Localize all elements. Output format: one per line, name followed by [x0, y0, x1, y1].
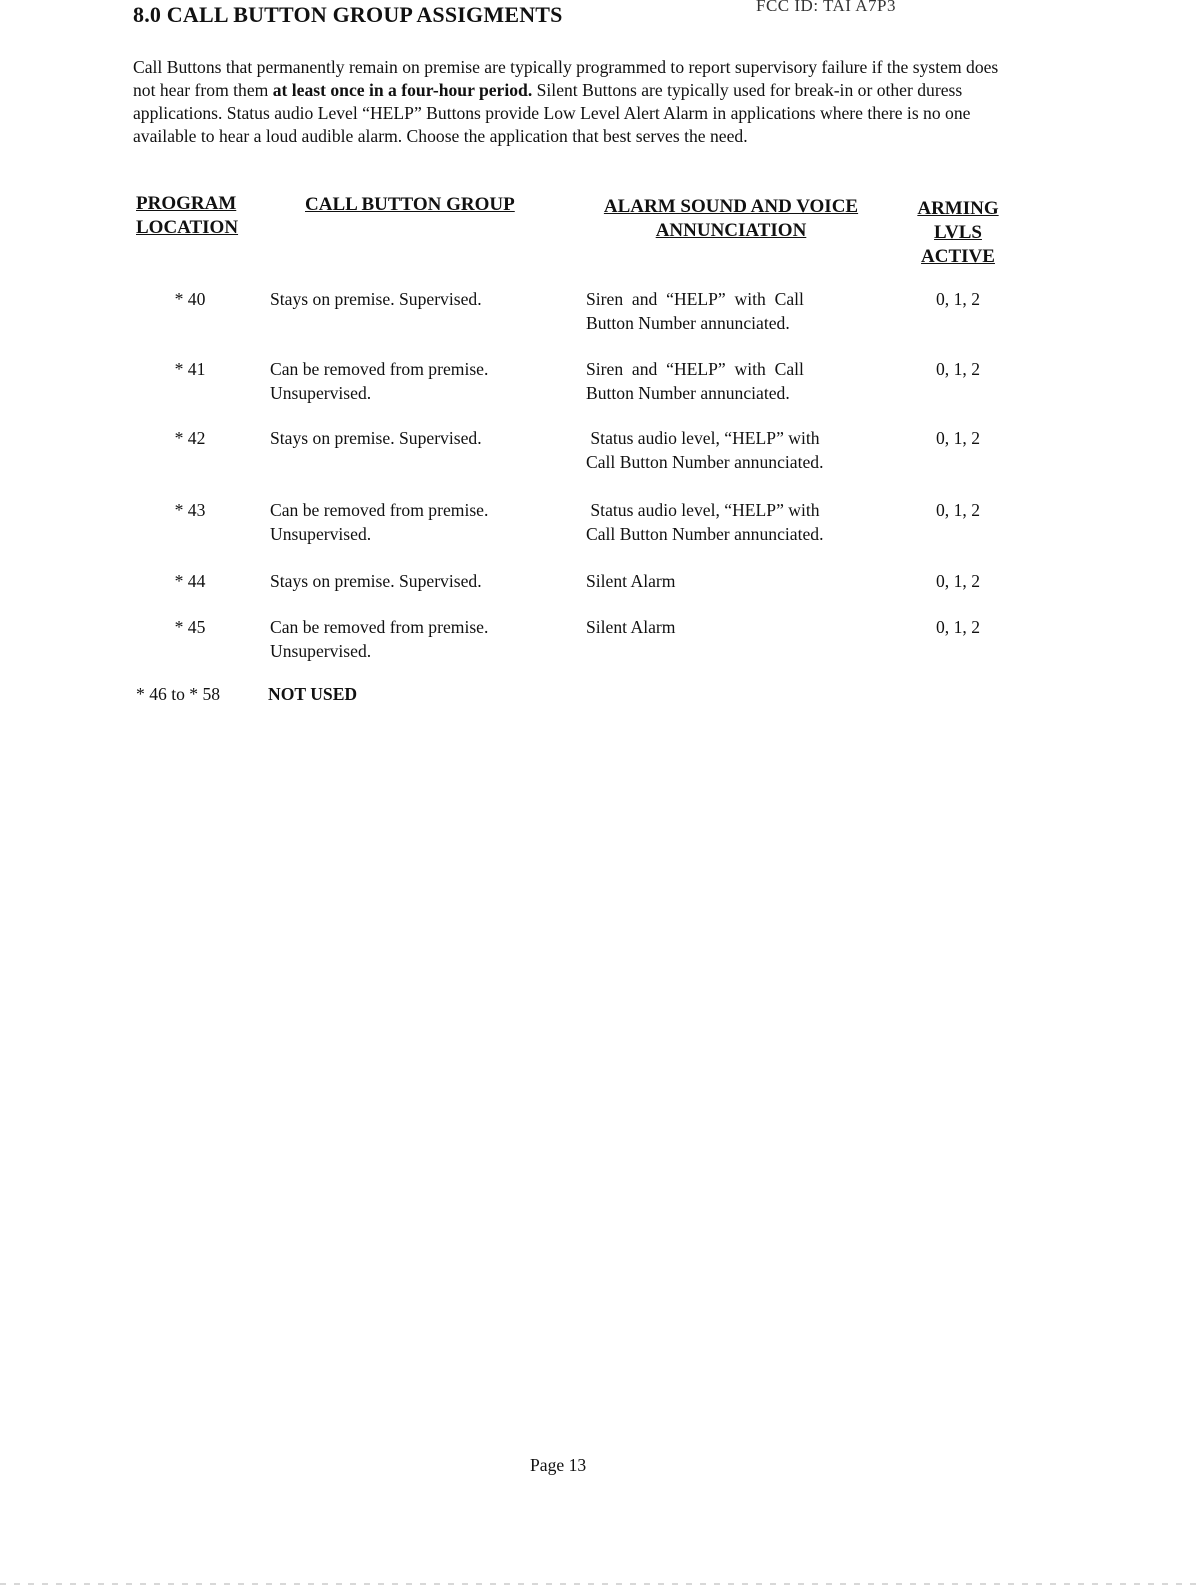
fcc-id: FCC ID: TAI A7P3 [756, 0, 896, 15]
row-group [270, 288, 560, 312]
row-alarm-line2: Button Number annunciated. [586, 382, 790, 403]
row-group-line2: Unsupervised. [270, 523, 372, 544]
page-title: 8.0 CALL BUTTON GROUP ASSIGMENTS [133, 2, 563, 27]
row-alarm [586, 288, 870, 335]
row-group [270, 499, 560, 546]
header-arming-levels [912, 197, 1004, 269]
header-alarm-sound [592, 195, 870, 243]
row-group [270, 570, 560, 594]
header-program-line2: LOCATION [136, 217, 239, 238]
row-alarm [586, 616, 870, 640]
row-alarm [586, 358, 870, 405]
row-location: * 44 [174, 571, 206, 591]
row-group [270, 616, 560, 663]
row-arming: 0, 1, 2 [936, 617, 980, 637]
row-alarm-line2: Call Button Number annunciated. [586, 523, 824, 544]
row-alarm-line1: Silent Alarm [586, 571, 676, 591]
intro-text-2: Silent Buttons are typically used for break-in or other duress applications. Status audio Level “HELP” Buttons provide Low Level Alert Alarm in applications where there is no one available to hear a loud audible alarm. Choose the application that best serves the need. [133, 80, 971, 146]
page-number: Page 13 [530, 1455, 587, 1475]
header-call-button-group: CALL BUTTON GROUP [305, 194, 515, 215]
header-arming-line3: ACTIVE [921, 246, 995, 267]
row-location: * 45 [174, 617, 206, 637]
row-arming: 0, 1, 2 [936, 289, 980, 309]
header-arming-line1: ARMING [917, 198, 999, 219]
row-location: * 43 [174, 500, 206, 520]
row-group-line2: Unsupervised. [270, 640, 372, 661]
unused-label: NOT USED [268, 684, 358, 704]
row-group-line1: Can be removed from premise. [270, 500, 489, 520]
header-arming-line2: LVLS [934, 222, 982, 243]
header-program-line1: PROGRAM [136, 193, 237, 214]
row-arming: 0, 1, 2 [936, 500, 980, 520]
row-location: * 42 [174, 428, 206, 448]
row-location: * 40 [174, 289, 206, 309]
row-alarm [586, 570, 870, 594]
header-program-location [136, 192, 238, 240]
row-alarm-line1: Status audio level, “HELP” with [586, 428, 820, 448]
unused-range: * 46 to * 58 [136, 684, 221, 704]
row-location: * 41 [174, 359, 206, 379]
row-group [270, 427, 560, 451]
row-group-line1: Stays on premise. Supervised. [270, 289, 482, 309]
scan-edge-divider [0, 1583, 1199, 1585]
row-group-line1: Can be removed from premise. [270, 617, 489, 637]
row-alarm [586, 499, 870, 546]
header-alarm-line2: ANNUNCIATION [655, 220, 807, 241]
row-alarm-line1: Status audio level, “HELP” with [586, 500, 820, 520]
row-arming: 0, 1, 2 [936, 571, 980, 591]
intro-paragraph [133, 56, 1023, 148]
intro-text-1: Call Buttons that permanently remain on premise are typically programmed to report supervisory failure if the system does not hear from them [133, 57, 999, 100]
row-group-line2: Unsupervised. [270, 382, 372, 403]
row-alarm [586, 427, 870, 474]
row-alarm-line1: Siren and “HELP” with Call [586, 289, 804, 309]
row-group-line1: Can be removed from premise. [270, 359, 489, 379]
row-group-line1: Stays on premise. Supervised. [270, 428, 482, 448]
row-alarm-line1: Silent Alarm [586, 617, 676, 637]
row-alarm-line2: Button Number annunciated. [586, 312, 790, 333]
header-alarm-line1: ALARM SOUND AND VOICE [603, 196, 859, 217]
row-arming: 0, 1, 2 [936, 428, 980, 448]
row-group [270, 358, 560, 405]
row-group-line1: Stays on premise. Supervised. [270, 571, 482, 591]
row-alarm-line1: Siren and “HELP” with Call [586, 359, 804, 379]
intro-bold-text: at least once in a four-hour period. [272, 80, 533, 100]
row-arming: 0, 1, 2 [936, 359, 980, 379]
row-alarm-line2: Call Button Number annunciated. [586, 451, 824, 472]
